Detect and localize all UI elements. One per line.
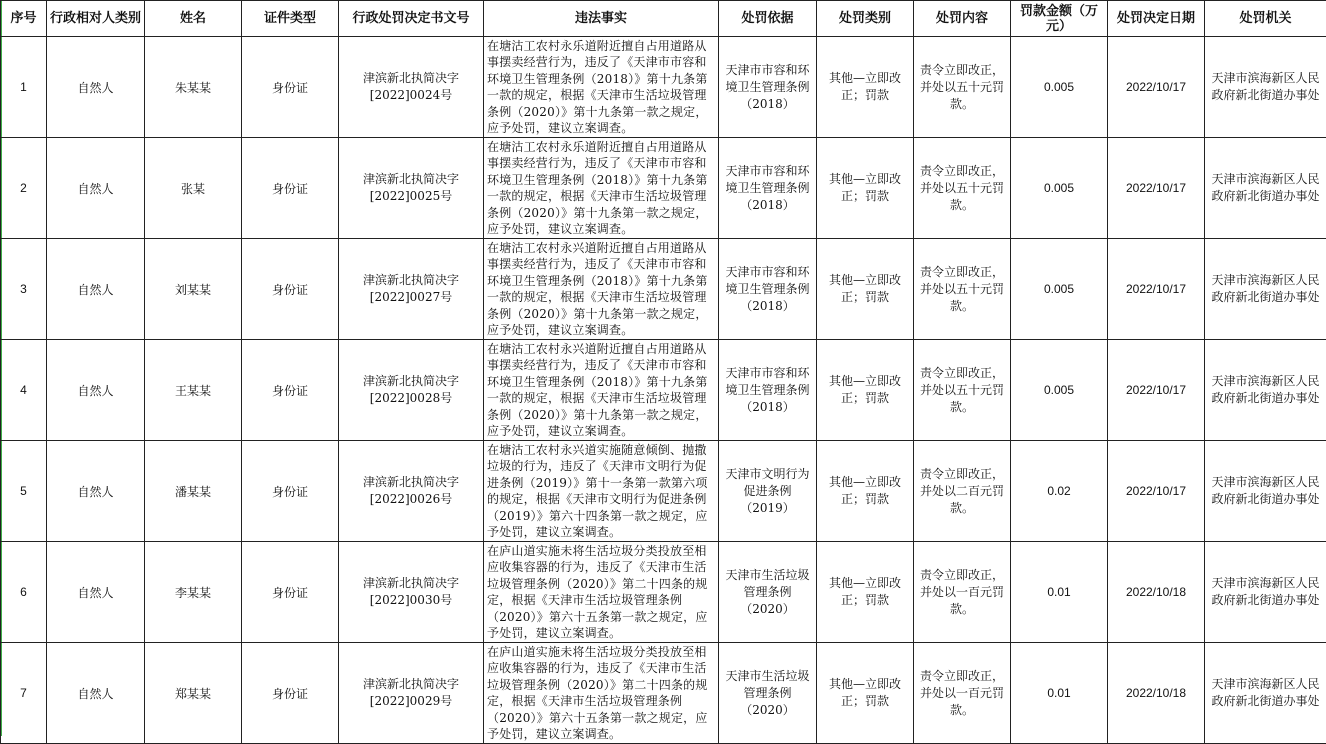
cell-org: 天津市滨海新区人民政府新北街道办事处	[1205, 441, 1326, 542]
cell-category: 其他—立即改正；罚款	[817, 441, 914, 542]
cell-amount: 0.01	[1011, 643, 1108, 744]
cell-amount: 0.005	[1011, 138, 1108, 239]
cell-content: 责令立即改正，并处以五十元罚款。	[914, 138, 1011, 239]
header-id-type: 证件类型	[242, 1, 339, 37]
header-facts: 违法事实	[484, 1, 719, 37]
cell-doc-no: 津滨新北执简决字[2022]0024号	[339, 37, 484, 138]
cell-org: 天津市滨海新区人民政府新北街道办事处	[1205, 138, 1326, 239]
cell-amount: 0.005	[1011, 340, 1108, 441]
cell-amount: 0.01	[1011, 542, 1108, 643]
cell-seq: 4	[1, 340, 47, 441]
cell-party-type: 自然人	[47, 138, 145, 239]
cell-content: 责令立即改正，并处以五十元罚款。	[914, 239, 1011, 340]
cell-content: 责令立即改正，并处以一百元罚款。	[914, 542, 1011, 643]
table-row	[1, 239, 1326, 340]
cell-amount: 0.02	[1011, 441, 1108, 542]
table-row	[1, 37, 1326, 138]
cell-date: 2022/10/17	[1108, 239, 1205, 340]
cell-id-type: 身份证	[242, 542, 339, 643]
cell-org: 天津市滨海新区人民政府新北街道办事处	[1205, 340, 1326, 441]
cell-seq: 7	[1, 643, 47, 744]
cell-facts: 在塘沽工农村永兴道实施随意倾倒、抛撒垃圾的行为，违反了《天津市文明行为促进条例（2019）》第十一条第一款第六项的规定，根据《天津市文明行为促进条例（2019）》第六十四条第一款之规定，应予处罚，建议立案调查。	[484, 441, 719, 542]
header-name: 姓名	[145, 1, 242, 37]
table-row	[1, 542, 1326, 643]
cell-seq: 3	[1, 239, 47, 340]
cell-id-type: 身份证	[242, 37, 339, 138]
table-row	[1, 643, 1326, 744]
cell-date: 2022/10/17	[1108, 138, 1205, 239]
header-category: 处罚类别	[817, 1, 914, 37]
cell-category: 其他—立即改正；罚款	[817, 340, 914, 441]
cell-date: 2022/10/17	[1108, 37, 1205, 138]
header-content: 处罚内容	[914, 1, 1011, 37]
cell-facts: 在塘沽工农村永乐道附近擅自占用道路从事摆卖经营行为，违反了《天津市市容和环境卫生管理条例（2018）》第十九条第一款的规定，根据《天津市生活垃圾管理条例（2020）》第十九条第一款之规定，应予处罚，建议立案调查。	[484, 37, 719, 138]
cell-seq: 2	[1, 138, 47, 239]
cell-name: 郑某某	[145, 643, 242, 744]
cell-party-type: 自然人	[47, 542, 145, 643]
cell-basis: 天津市市容和环境卫生管理条例（2018）	[719, 37, 817, 138]
cell-date: 2022/10/17	[1108, 340, 1205, 441]
cell-category: 其他—立即改正；罚款	[817, 542, 914, 643]
header-date: 处罚决定日期	[1108, 1, 1205, 37]
header-doc-no: 行政处罚决定书文号	[339, 1, 484, 37]
cell-amount: 0.005	[1011, 239, 1108, 340]
cell-id-type: 身份证	[242, 239, 339, 340]
cell-category: 其他—立即改正；罚款	[817, 138, 914, 239]
cell-name: 王某某	[145, 340, 242, 441]
cell-org: 天津市滨海新区人民政府新北街道办事处	[1205, 239, 1326, 340]
cell-basis: 天津市市容和环境卫生管理条例（2018）	[719, 340, 817, 441]
cell-facts: 在庐山道实施未将生活垃圾分类投放至相应收集容器的行为，违反了《天津市生活垃圾管理条例（2020）》第二十四条的规定，根据《天津市生活垃圾管理条例（2020）》第六十五条第一款之规定，应予处罚，建议立案调查。	[484, 542, 719, 643]
header-amount: 罚款金额（万元）	[1011, 1, 1108, 37]
cell-doc-no: 津滨新北执简决字[2022]0028号	[339, 340, 484, 441]
cell-facts: 在塘沽工农村永乐道附近擅自占用道路从事摆卖经营行为，违反了《天津市市容和环境卫生管理条例（2018）》第十九条第一款的规定，根据《天津市生活垃圾管理条例（2020）》第十九条第一款之规定，应予处罚，建议立案调查。	[484, 138, 719, 239]
cell-doc-no: 津滨新北执简决字[2022]0029号	[339, 643, 484, 744]
cell-doc-no: 津滨新北执简决字[2022]0025号	[339, 138, 484, 239]
cell-amount: 0.005	[1011, 37, 1108, 138]
cell-facts: 在庐山道实施未将生活垃圾分类投放至相应收集容器的行为，违反了《天津市生活垃圾管理条例（2020）》第二十四条的规定，根据《天津市生活垃圾管理条例（2020）》第六十五条第一款之规定，应予处罚，建议立案调查。	[484, 643, 719, 744]
cell-org: 天津市滨海新区人民政府新北街道办事处	[1205, 643, 1326, 744]
cell-org: 天津市滨海新区人民政府新北街道办事处	[1205, 37, 1326, 138]
cell-name: 李某某	[145, 542, 242, 643]
cell-category: 其他—立即改正；罚款	[817, 37, 914, 138]
cell-basis: 天津市生活垃圾管理条例（2020）	[719, 643, 817, 744]
header-org: 处罚机关	[1205, 1, 1326, 37]
cell-basis: 天津市文明行为促进条例（2019）	[719, 441, 817, 542]
table-row	[1, 340, 1326, 441]
cell-date: 2022/10/18	[1108, 643, 1205, 744]
cell-org: 天津市滨海新区人民政府新北街道办事处	[1205, 542, 1326, 643]
cell-content: 责令立即改正，并处以五十元罚款。	[914, 340, 1011, 441]
cell-id-type: 身份证	[242, 138, 339, 239]
header-party-type: 行政相对人类别	[47, 1, 145, 37]
cell-party-type: 自然人	[47, 37, 145, 138]
cell-doc-no: 津滨新北执简决字[2022]0026号	[339, 441, 484, 542]
header-basis: 处罚依据	[719, 1, 817, 37]
cell-doc-no: 津滨新北执简决字[2022]0027号	[339, 239, 484, 340]
cell-name: 潘某某	[145, 441, 242, 542]
cell-basis: 天津市市容和环境卫生管理条例（2018）	[719, 138, 817, 239]
cell-id-type: 身份证	[242, 441, 339, 542]
cell-content: 责令立即改正，并处以五十元罚款。	[914, 37, 1011, 138]
cell-content: 责令立即改正，并处以一百元罚款。	[914, 643, 1011, 744]
cell-name: 张某	[145, 138, 242, 239]
cell-basis: 天津市生活垃圾管理条例（2020）	[719, 542, 817, 643]
cell-date: 2022/10/18	[1108, 542, 1205, 643]
header-row	[1, 1, 1326, 37]
header-seq: 序号	[1, 1, 47, 37]
cell-id-type: 身份证	[242, 340, 339, 441]
cell-party-type: 自然人	[47, 340, 145, 441]
cell-name: 刘某某	[145, 239, 242, 340]
cell-party-type: 自然人	[47, 441, 145, 542]
cell-facts: 在塘沽工农村永兴道附近擅自占用道路从事摆卖经营行为，违反了《天津市市容和环境卫生管理条例（2018）》第十九条第一款的规定，根据《天津市生活垃圾管理条例（2020）》第十九条第一款之规定，应予处罚，建议立案调查。	[484, 340, 719, 441]
table-row	[1, 441, 1326, 542]
cell-content: 责令立即改正，并处以二百元罚款。	[914, 441, 1011, 542]
cell-facts: 在塘沽工农村永兴道附近擅自占用道路从事摆卖经营行为，违反了《天津市市容和环境卫生管理条例（2018）》第十九条第一款的规定，根据《天津市生活垃圾管理条例（2020）》第十九条第一款之规定，应予处罚，建议立案调查。	[484, 239, 719, 340]
table-row	[1, 138, 1326, 239]
cell-doc-no: 津滨新北执简决字[2022]0030号	[339, 542, 484, 643]
cell-basis: 天津市市容和环境卫生管理条例（2018）	[719, 239, 817, 340]
cell-party-type: 自然人	[47, 239, 145, 340]
cell-date: 2022/10/17	[1108, 441, 1205, 542]
cell-party-type: 自然人	[47, 643, 145, 744]
cell-seq: 1	[1, 37, 47, 138]
cell-seq: 5	[1, 441, 47, 542]
cell-category: 其他—立即改正；罚款	[817, 643, 914, 744]
cell-name: 朱某某	[145, 37, 242, 138]
cell-category: 其他—立即改正；罚款	[817, 239, 914, 340]
cell-id-type: 身份证	[242, 643, 339, 744]
cell-seq: 6	[1, 542, 47, 643]
